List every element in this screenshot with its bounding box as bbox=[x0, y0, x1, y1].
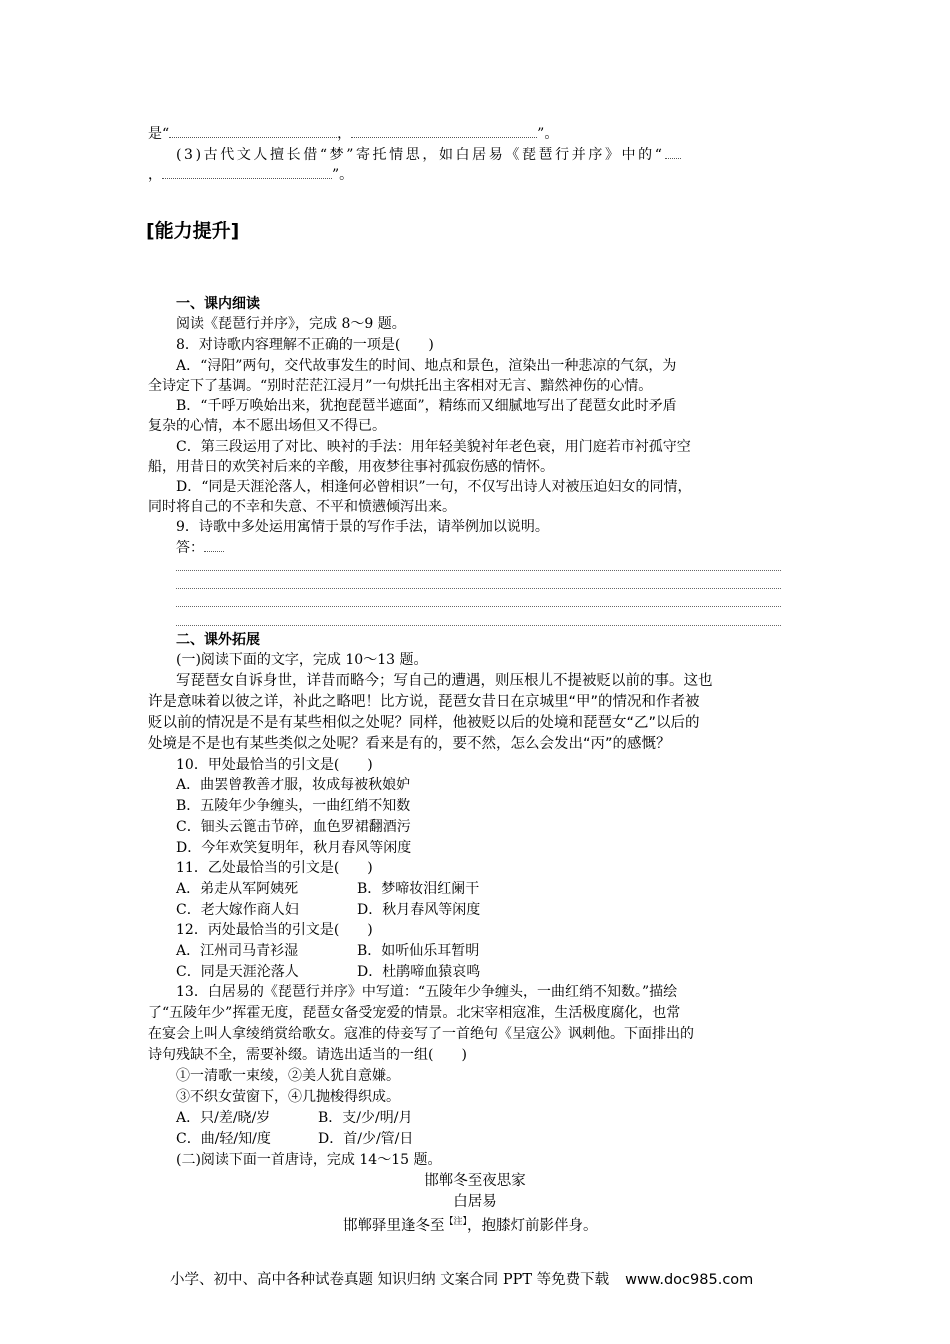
q12-option-a: A．江州司马青衫湿 bbox=[176, 943, 299, 959]
subsection-1: (一)阅读下面的文字，完成 10～13 题。 bbox=[176, 652, 428, 668]
q10-option-d: D．今年欢笑复明年，秋月春风等闲度 bbox=[176, 840, 412, 856]
q11-option-d: D．秋月春风等闲度 bbox=[357, 902, 481, 918]
poem-author: 白居易 bbox=[453, 1194, 497, 1210]
q12-option-b: B．如听仙乐耳暂明 bbox=[357, 943, 480, 959]
q8-option-c: C．第三段运用了对比、映衬的手法：用年轻美貌衬年老色衰，用门庭若市衬孤守空 bbox=[176, 439, 691, 455]
question-11: 11．乙处最恰当的引文是( ) bbox=[176, 860, 373, 876]
blank[interactable] bbox=[169, 123, 337, 138]
q8-option-b-cont: 复杂的心情，本不愿出场但又不得已。 bbox=[148, 418, 386, 434]
q10-option-a: A．曲罢曾教善才服，妆成每被秋娘妒 bbox=[176, 777, 411, 793]
q11-option-b: B．梦啼妆泪红阑干 bbox=[357, 881, 480, 897]
question-8: 8．对诗歌内容理解不正确的一项是( ) bbox=[176, 337, 434, 353]
poem-title: 邯郸冬至夜思家 bbox=[424, 1173, 526, 1189]
part2-title: 二、课外拓展 bbox=[176, 632, 260, 648]
passage-line: 许是意味着以彼之详，补此之略吧！比方说，琵琶女昔日在京城里“甲”的情况和作者被 bbox=[148, 694, 700, 710]
q13-option-d: D．首/少/管/日 bbox=[318, 1131, 414, 1147]
blank[interactable] bbox=[665, 144, 681, 159]
question-10: 10．甲处最恰当的引文是( ) bbox=[176, 757, 373, 773]
answer-label: 答： bbox=[176, 537, 224, 558]
subsection-2: (二)阅读下面一首唐诗，完成 14～15 题。 bbox=[176, 1152, 442, 1168]
question-13-cont: 诗句残缺不全，需要补缀。请选出适当的一组( ) bbox=[148, 1047, 467, 1063]
passage-line: 贬以前的情况是不是有某些相似之处呢？同样，他被贬以后的处境和琵琶女“乙”以后的 bbox=[148, 715, 700, 731]
footnote-marker[interactable]: 【注】 bbox=[444, 1217, 468, 1227]
blank[interactable] bbox=[162, 164, 332, 179]
part1-title: 一、课内细读 bbox=[176, 296, 260, 312]
q8-option-a-cont: 全诗定下了基调。“别时茫茫江浸月”一句烘托出主客相对无言、黯然神伤的心情。 bbox=[148, 378, 653, 394]
q13-poem-line: ③不织女萤窗下，④几抛梭得织成。 bbox=[176, 1089, 400, 1105]
q13-option-c: C．曲/轻/知/度 bbox=[176, 1131, 271, 1147]
question-13-cont: 了“五陵年少”挥霍无度，琵琶女备受宠爱的情景。北宋宰相寇准，生活极度腐化，也常 bbox=[148, 1005, 681, 1021]
q13-option-a: A．只/差/晓/岁 bbox=[176, 1110, 271, 1126]
question-3-line2: ， ”。 bbox=[148, 164, 353, 185]
question-3: (3)古代文人擅长借“梦”寄托情思，如白居易《琵琶行并序》中的“ bbox=[176, 144, 681, 165]
q8-option-b: B．“千呼万唤始出来，犹抱琵琶半遮面”，精练而又细腻地写出了琵琶女此时矛盾 bbox=[176, 398, 677, 414]
question-13: 13．白居易的《琵琶行并序》中写道：“五陵年少争缠头，一曲红绡不知数。”描绘 bbox=[176, 984, 678, 1000]
poem-line-1: 邯郸驿里逢冬至$^{【注】}$，抱膝灯前影伴身。 bbox=[343, 1217, 598, 1234]
section-heading: [能力提升] bbox=[146, 220, 240, 242]
q11-option-a: A．弟走从军阿姨死 bbox=[176, 881, 299, 897]
q10-option-c: C．钿头云篦击节碎，血色罗裙翻酒污 bbox=[176, 819, 411, 835]
question-12: 12．丙处最恰当的引文是( ) bbox=[176, 922, 373, 938]
passage-line: 处境是不是也有某些类似之处呢？看来是有的，要不然，怎么会发出“丙”的感慨？ bbox=[148, 736, 671, 752]
blank[interactable] bbox=[351, 123, 537, 138]
q12-option-c: C．同是天涯沦落人 bbox=[176, 964, 299, 980]
q8-option-d: D．“同是天涯沦落人，相逢何必曾相识”一句，不仅写出诗人对被压迫妇女的同情， bbox=[176, 479, 692, 495]
blank[interactable] bbox=[204, 537, 224, 552]
q12-option-d: D．杜鹃啼血猿哀鸣 bbox=[357, 964, 481, 980]
q8-option-a: A．“浔阳”两句，交代故事发生的时间、地点和景色，渲染出一种悲凉的气氛，为 bbox=[176, 358, 677, 374]
question-13-cont: 在宴会上叫人拿绫绡赏给歌女。寇准的侍妾写了一首绝句《呈寇公》讽刺他。下面排出的 bbox=[148, 1026, 694, 1042]
q8-option-c-cont: 船，用昔日的欢笑衬后来的辛酸，用夜梦往事衬孤寂伤感的情怀。 bbox=[148, 459, 554, 475]
q13-poem-line: ①一清歌一束绫，②美人犹自意嫌。 bbox=[176, 1068, 400, 1084]
question-9: 9．诗歌中多处运用寓情于景的写作手法，请举例加以说明。 bbox=[176, 519, 549, 535]
answer-line[interactable] bbox=[176, 606, 781, 607]
passage-line: 写琵琶女自诉身世，详昔而略今；写自己的遭遇，则压根儿不提被贬以前的事。这也 bbox=[176, 673, 713, 689]
q8-option-d-cont: 同时将自己的不幸和失意、不平和愤懑倾泻出来。 bbox=[148, 499, 456, 515]
answer-line[interactable] bbox=[176, 570, 781, 571]
footer-url[interactable]: www.doc985.com bbox=[625, 1272, 754, 1288]
part1-intro: 阅读《琵琶行并序》，完成 8～9 题。 bbox=[176, 316, 406, 332]
q10-option-b: B．五陵年少争缠头，一曲红绡不知数 bbox=[176, 798, 411, 814]
fill-blank-line-1: 是“ ， ”。 bbox=[148, 123, 558, 144]
answer-line[interactable] bbox=[176, 625, 781, 626]
answer-line[interactable] bbox=[176, 588, 781, 589]
footer: 小学、初中、高中各种试卷真题 知识归纳 文案合同 PPT 等免费下载 www.doc985.com bbox=[170, 1272, 754, 1288]
q11-option-c: C．老大嫁作商人妇 bbox=[176, 902, 299, 918]
q13-option-b: B．支/少/明/月 bbox=[318, 1110, 413, 1126]
